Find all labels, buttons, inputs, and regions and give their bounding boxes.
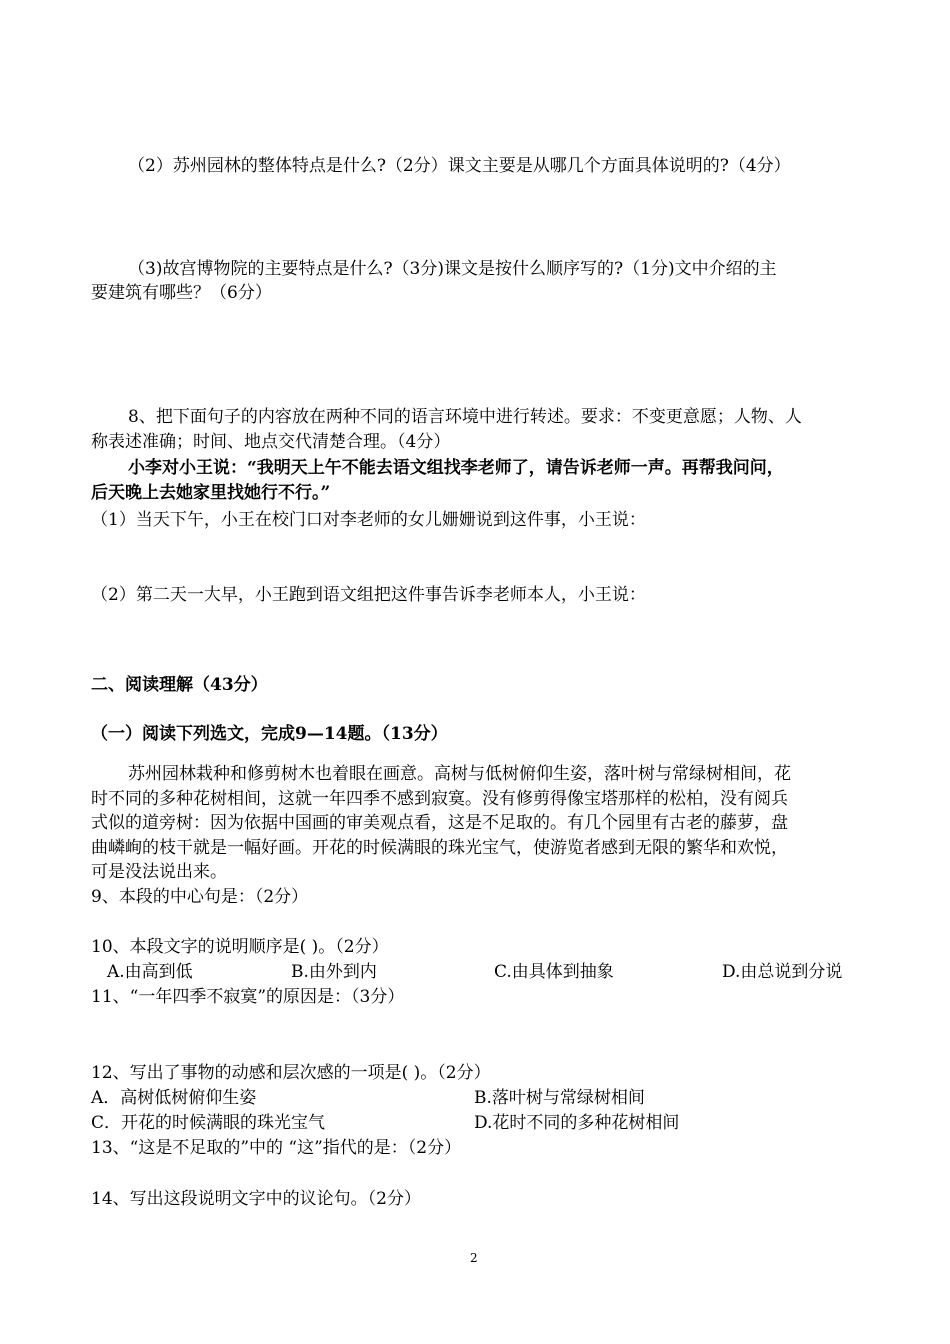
question-12-option-b: B.落叶树与常绿树相间 <box>474 1088 645 1108</box>
question-8-stem-line2: 称表述准确；时间、地点交代清楚合理。（4分） <box>91 432 451 452</box>
question-8-sub2: （2）第二天一大早，小王跑到语文组把这件事告诉李老师本人，小王说： <box>91 585 646 605</box>
passage-line-3: 式似的道旁树：因为依据中国画的审美观点看，这是不足取的。有几个园里有古老的藤萝，盘 <box>91 813 788 833</box>
question-7-3-line1: （3)故宫博物院的主要特点是什么?（3分)课文是按什么顺序写的?（1分)文中介绍的主 <box>128 259 777 279</box>
question-9: 9、本段的中心句是：（2分） <box>91 887 309 907</box>
question-10: 10、本段文字的说明顺序是( )。（2分） <box>91 937 389 957</box>
question-10-option-b: B.由外到内 <box>291 962 377 982</box>
question-8-quote-line1: 小李对小王说：“我明天上午不能去语文组找李老师了，请告诉老师一声。再帮我问问， <box>128 458 784 478</box>
question-12: 12、写出了事物的动感和层次感的一项是( )。（2分） <box>91 1063 491 1083</box>
passage-line-5: 可是没法说出来。 <box>91 862 227 882</box>
question-13: 13、“这是不足取的”中的 “这”指代的是：（2分） <box>91 1138 462 1158</box>
section-heading: 二、阅读理解（43分） <box>91 675 268 695</box>
page-number: 2 <box>470 1251 478 1265</box>
question-11: 11、“一年四季不寂寞”的原因是：（3分） <box>91 987 405 1007</box>
question-10-option-a: A.由高到低 <box>107 962 193 982</box>
question-12-option-a: A．高树低树俯仰生姿 <box>91 1088 257 1108</box>
question-12-option-d: D.花时不同的多种花树相间 <box>474 1113 680 1133</box>
question-7-2: （2）苏州园林的整体特点是什么?（2分）课文主要是从哪几个方面具体说明的?（4分） <box>128 156 791 176</box>
passage-line-1: 苏州园林栽种和修剪树木也着眼在画意。高树与低树俯仰生姿，落叶树与常绿树相间，花 <box>128 764 791 784</box>
question-10-option-c: C.由具体到抽象 <box>494 962 614 982</box>
question-8-sub1: （1）当天下午，小王在校门口对李老师的女儿姗姗说到这件事，小王说： <box>91 510 646 530</box>
question-8-stem-line1: 8、把下面句子的内容放在两种不同的语言环境中进行转述。要求：不变更意愿；人物、人 <box>128 407 802 427</box>
question-7-3-line2: 要建筑有哪些？（6分） <box>91 283 272 303</box>
passage-line-2: 时不同的多种花树相间，这就一年四季不感到寂寞。没有修剪得像宝塔那样的松柏，没有阅兵 <box>91 789 788 809</box>
passage-line-4: 曲嶙峋的枝干就是一幅好画。开花的时候满眼的珠光宝气，使游览者感到无限的繁华和欢悦， <box>91 838 788 858</box>
question-8-quote-line2: 后天晚上去她家里找她行不行。” <box>91 483 331 503</box>
part-heading: （一）阅读下列选文，完成9—14题。（13分） <box>91 724 448 744</box>
question-10-option-d: D.由总说到分说 <box>722 962 843 982</box>
question-12-option-c: C．开花的时候满眼的珠光宝气 <box>91 1113 326 1133</box>
question-14: 14、写出这段说明文字中的议论句。（2分） <box>91 1189 421 1209</box>
